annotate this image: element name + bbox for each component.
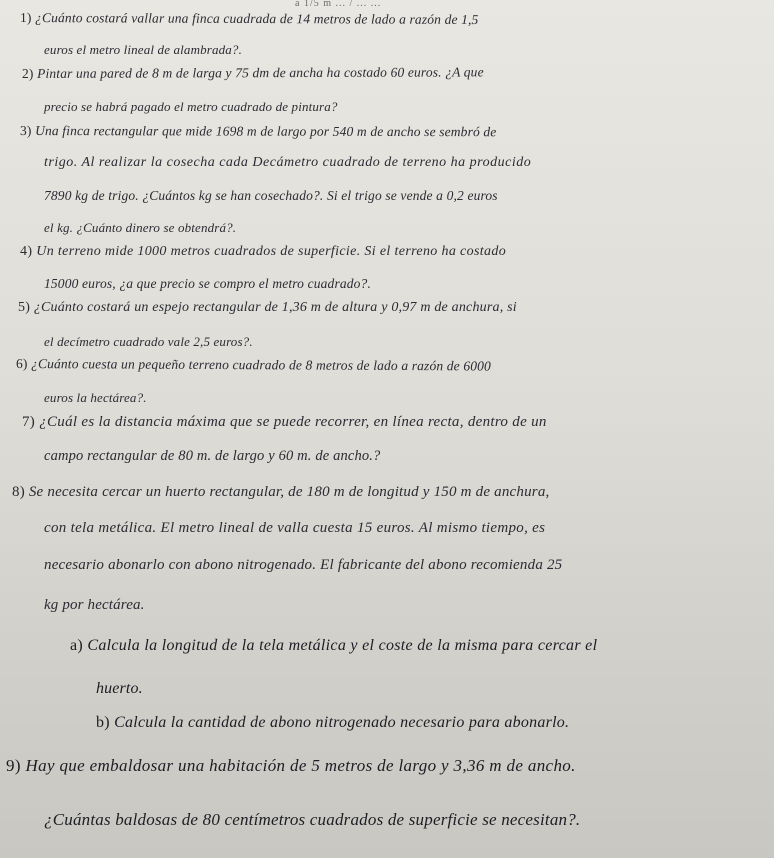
problem-1-line-1: 1) ¿Cuánto costará vallar una finca cuadrada de 14 metros de lado a razón de 1,5 (19, 10, 479, 28)
problem-8-line-2: con tela metálica. El metro lineal de valla cuesta 15 euros. Al mismo tiempo, es (44, 520, 546, 536)
problem-8b: b) Calcula la cantidad de abono nitrogenado necesario para abonarlo. (96, 714, 570, 731)
problem-8a-line-2: huerto. (96, 680, 143, 697)
problem-2-line-1: 2) Pintar una pared de 8 m de larga y 75 dm de ancha ha costado 60 euros. ¿A que (21, 64, 484, 81)
problem-3-line-3: 7890 kg de trigo. ¿Cuántos kg se han cosechado?. Si el trigo se vende a 0,2 euros (44, 188, 498, 203)
problem-3-line-4: el kg. ¿Cuánto dinero se obtendrá?. (44, 220, 237, 235)
problem-9-line-2: ¿Cuántas baldosas de 80 centímetros cuadrados de superficie se necesitan?. (44, 810, 581, 829)
problem-5-line-2: el decímetro cuadrado vale 2,5 euros?. (44, 334, 253, 349)
problem-2-line-2: precio se habrá pagado el metro cuadrado de pintura? (44, 99, 338, 114)
problem-8-line-3: necesario abonarlo con abono nitrogenado. El fabricante del abono recomienda 25 (44, 557, 563, 573)
problem-8a-line-1: a) Calcula la longitud de la tela metálica y el coste de la misma para cercar el (70, 637, 598, 654)
problem-7-line-2: campo rectangular de 80 m. de largo y 60 m. de ancho.? (44, 448, 381, 464)
problem-9-line-1: 9) Hay que embaldosar una habitación de 5 metros de largo y 3,36 m de ancho. (6, 756, 576, 775)
problem-3-line-1: 3) Una finca rectangular que mide 1698 m de largo por 540 m de ancho se sembró de (19, 123, 497, 140)
problem-6-line-2: euros la hectárea?. (44, 390, 147, 405)
problem-8-line-1: 8) Se necesita cercar un huerto rectangular, de 180 m de longitud y 150 m de anchura, (12, 484, 550, 500)
problem-6-line-1: 6) ¿Cuánto cuesta un pequeño terreno cuadrado de 8 metros de lado a razón de 6000 (15, 356, 492, 374)
problem-4-line-2: 15000 euros, ¿a que precio se compro el metro cuadrado?. (44, 276, 371, 291)
problem-4-line-1: 4) Un terreno mide 1000 metros cuadrados de superficie. Si el terreno ha costado (20, 244, 507, 259)
cut-off-top-text: a 1/5 m ... / ... ... (295, 0, 382, 9)
problem-8-line-4: kg por hectárea. (44, 597, 145, 613)
problem-7-line-1: 7) ¿Cuál es la distancia máxima que se puede recorrer, en línea recta, dentro de un (22, 414, 547, 430)
problem-1-line-2: euros el metro lineal de alambrada?. (44, 42, 242, 57)
problem-5-line-1: 5) ¿Cuánto costará un espejo rectangular de 1,36 m de altura y 0,97 m de anchura, si (18, 300, 517, 315)
problem-3-line-2: trigo. Al realizar la cosecha cada Decámetro cuadrado de terreno ha producido (44, 155, 532, 170)
